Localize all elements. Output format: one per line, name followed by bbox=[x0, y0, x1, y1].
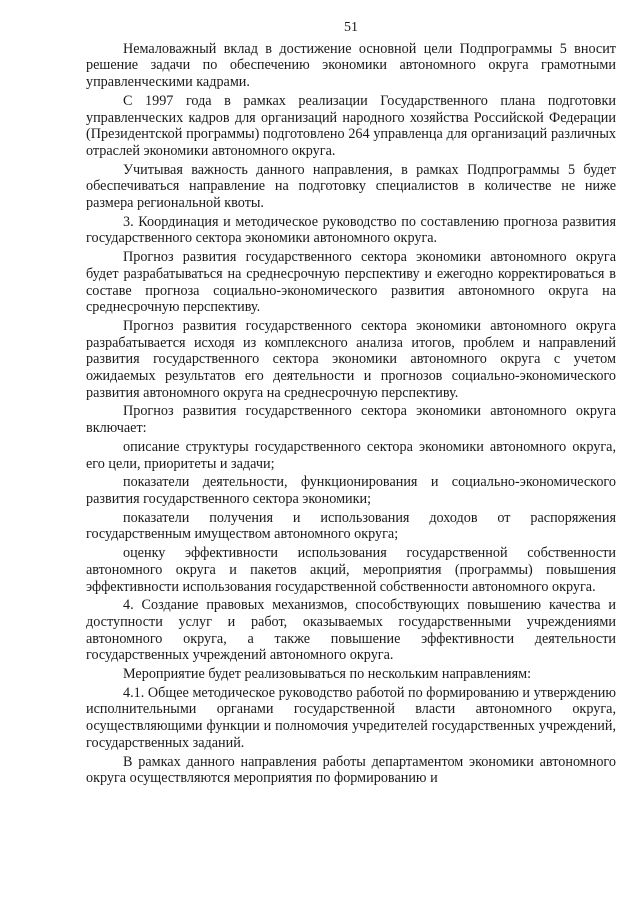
paragraph-9: показатели деятельности, функционирования и социально-экономического развития государственного сектора экономики; bbox=[86, 474, 616, 507]
paragraph-12: 4. Создание правовых механизмов, способствующих повышению качества и доступности услуг и работ, оказываемых государственными учреждениями автономного округа, а также повышение эффективности деятельности государственных учреждений автономного округа. bbox=[86, 597, 616, 664]
page-number: 51 bbox=[344, 20, 358, 35]
paragraph-5: Прогноз развития государственного сектора экономики автономного округа будет разрабатываться на среднесрочную перспективу и ежегодно корректироваться в составе прогноза социально-экономического развития автономного округа на среднесрочную перспективу. bbox=[86, 249, 616, 316]
paragraph-1: Немаловажный вклад в достижение основной цели Подпрограммы 5 вносит решение задачи по обеспечению экономики автономного округа грамотными управленческими кадрами. bbox=[86, 40, 616, 91]
document-page bbox=[86, 20, 616, 789]
paragraph-15: В рамках данного направления работы департаментом экономики автономного округа осуществляются мероприятия по формированию и bbox=[86, 753, 616, 787]
paragraph-6: Прогноз развития государственного сектора экономики автономного округа разрабатывается исходя из комплексного анализа итогов, проблем и направлений развития государственного сектора экономики автономного округа с учетом ожидаемых результатов его деятельности и прогнозов социально-экономического развития автономного округа на среднесрочную перспективу. bbox=[86, 317, 616, 401]
paragraph-3: Учитывая важность данного направления, в рамках Подпрограммы 5 будет обеспечиваться направление на подготовку специалистов в количестве не ниже размера региональной квоты. bbox=[86, 161, 616, 212]
paragraph-8: описание структуры государственного сектора экономики автономного округа, его цели, приоритеты и задачи; bbox=[86, 438, 616, 472]
paragraph-10: показатели получения и использования доходов от распоряжения государственным имуществом автономного округа; bbox=[86, 509, 616, 543]
paragraph-4: 3. Координация и методическое руководство по составлению прогноза развития государственного сектора экономики автономного округа. bbox=[86, 213, 616, 247]
paragraph-14: 4.1. Общее методическое руководство работой по формированию и утверждению исполнительными органами государственной власти автономного округа, осуществляющими функции и полномочия учредителей государственных учреждений, государственных заданий. bbox=[86, 684, 616, 751]
paragraph-2: С 1997 года в рамках реализации Государственного плана подготовки управленческих кадров для организаций народного хозяйства Российской Федерации (Президентской программы) подготовлено 264 управленца для организаций различных отраслей экономики автономного округа. bbox=[86, 92, 616, 159]
paragraph-13: Мероприятие будет реализовываться по нескольким направлениям: bbox=[123, 666, 532, 683]
paragraph-7: Прогноз развития государственного сектора экономики автономного округа включает: bbox=[86, 403, 616, 437]
paragraph-11: оценку эффективности использования государственной собственности автономного округа и пакетов акций, мероприятия (программы) повышения эффективности использования государственной собственности автономного округа. bbox=[86, 545, 616, 595]
